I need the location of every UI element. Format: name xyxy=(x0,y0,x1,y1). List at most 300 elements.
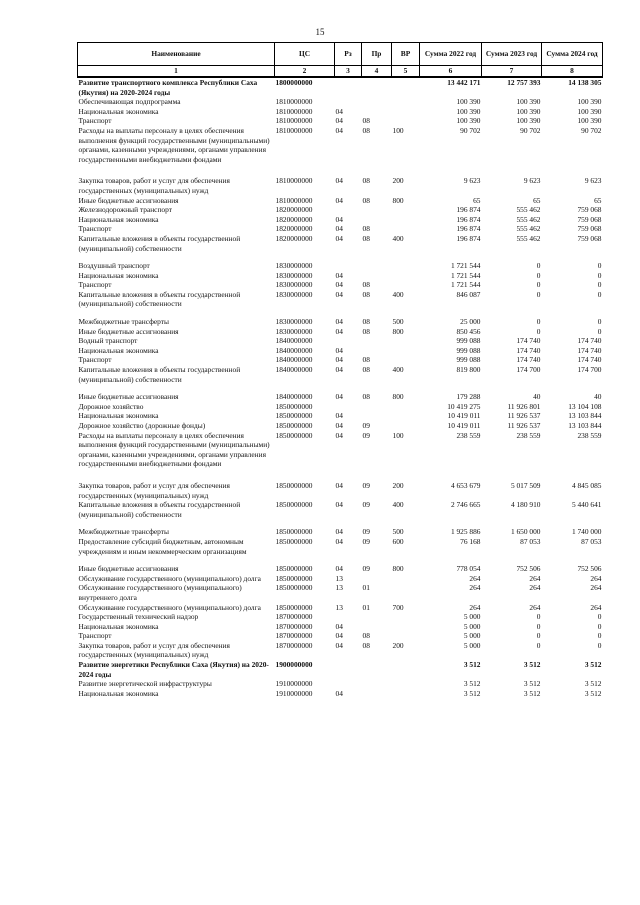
row-expense-type-cell xyxy=(392,622,420,632)
row-section-cell: 13 xyxy=(335,573,343,583)
header-target-article: ЦС xyxy=(275,43,335,66)
row-target-article-cell: 1850000000 xyxy=(275,430,313,440)
row-subsection-cell xyxy=(362,107,392,117)
row-name-cell: Развитие транспортного комплекса Республики Саха (Якутия) на 2020-2024 годы xyxy=(78,78,258,97)
row-subsection-cell xyxy=(362,402,392,412)
row-section-cell: 04 xyxy=(335,214,343,224)
table-row xyxy=(78,402,603,412)
row-expense-type-cell: 500 xyxy=(392,527,404,537)
row-name-cell: Капитальные вложения в объекты государственной (муниципальной) собственности xyxy=(78,289,241,309)
row-subsection-cell: 08 xyxy=(362,355,370,365)
row-name-cell: Закупка товаров, работ и услуг для обеспечения государственных (муниципальных) нужд xyxy=(78,480,230,500)
row-sum-2024-cell: 3 512 xyxy=(584,679,602,689)
row-sum-2024-cell: 87 053 xyxy=(581,536,602,546)
row-subsection-cell: 08 xyxy=(362,317,370,327)
table-row xyxy=(78,355,603,365)
table-row xyxy=(78,116,603,126)
row-sum-2022-cell: 10 419 011 xyxy=(447,411,481,421)
row-expense-type-cell xyxy=(392,271,420,281)
table-row xyxy=(78,317,603,327)
table-row xyxy=(78,97,603,107)
row-target-article-cell: 1900000000 xyxy=(275,660,313,670)
row-name-cell: Расходы на выплаты персоналу в целях обеспечения выполнения функций государственными (муниципальными) органами, казенными учреждениями, органами управления государственными внебюджетными фондами xyxy=(78,125,270,164)
table-row xyxy=(78,537,603,564)
table-row xyxy=(78,327,603,337)
row-expense-type-cell xyxy=(392,261,420,271)
column-number: 1 xyxy=(78,66,275,78)
row-sum-2022-cell: 10 419 011 xyxy=(447,421,481,430)
row-sum-2024-cell: 13 103 844 xyxy=(568,411,602,421)
column-number: 4 xyxy=(362,66,392,78)
row-sum-2022-cell: 1 721 544 xyxy=(450,280,481,290)
row-subsection-cell xyxy=(362,411,392,421)
row-expense-type-cell: 200 xyxy=(392,176,404,186)
row-subsection-cell xyxy=(362,574,392,584)
row-sum-2023-cell: 3 512 xyxy=(523,660,541,670)
column-number: 2 xyxy=(275,66,335,78)
row-target-article-cell: 1850000000 xyxy=(275,602,313,612)
row-subsection-cell: 09 xyxy=(362,430,370,440)
row-sum-2024-cell: 174 700 xyxy=(577,365,602,375)
row-expense-type-cell: 400 xyxy=(392,500,404,510)
row-sum-2023-cell: 0 xyxy=(536,631,541,641)
row-section-cell: 04 xyxy=(335,421,343,430)
row-section-cell: 04 xyxy=(335,621,343,631)
row-name-cell: Транспорт xyxy=(78,224,112,234)
row-subsection-cell xyxy=(362,215,392,225)
table-row xyxy=(78,564,603,574)
row-name-cell: Дорожное хозяйство (дорожные фонды) xyxy=(78,421,206,430)
row-sum-2023-cell: 0 xyxy=(536,270,541,280)
row-name-cell: Транспорт xyxy=(78,280,112,290)
row-subsection-cell: 09 xyxy=(362,536,370,546)
row-subsection-cell xyxy=(362,622,392,632)
row-sum-2024-cell: 174 740 xyxy=(577,355,602,365)
column-number: 8 xyxy=(542,66,603,78)
table-row xyxy=(78,205,603,215)
row-name-cell: Государственный технический надзор xyxy=(78,612,199,622)
row-target-article-cell: 1830000000 xyxy=(275,280,313,290)
row-sum-2023-cell: 3 512 xyxy=(523,688,541,698)
row-section-cell: 04 xyxy=(335,392,343,402)
row-expense-type-cell xyxy=(392,411,420,421)
row-name-cell: Капитальные вложения в объекты государственной (муниципальной) собственности xyxy=(78,233,241,253)
row-section-cell xyxy=(335,77,362,97)
row-sum-2024-cell: 100 390 xyxy=(577,116,602,126)
row-section-cell: 04 xyxy=(335,270,343,280)
table-row xyxy=(78,234,603,261)
page-number: 15 xyxy=(315,27,325,37)
row-name-cell: Капитальные вложения в объекты государственной (муниципальной) собственности xyxy=(78,500,241,519)
row-subsection-cell xyxy=(362,346,392,356)
row-sum-2023-cell: 555 462 xyxy=(516,233,541,243)
row-section-cell: 04 xyxy=(335,688,343,698)
table-header xyxy=(78,43,603,78)
row-expense-type-cell xyxy=(392,421,420,431)
row-section-cell: 04 xyxy=(335,224,343,234)
row-sum-2024-cell: 90 702 xyxy=(581,125,602,135)
row-target-article-cell: 1850000000 xyxy=(275,500,313,510)
row-subsection-cell: 09 xyxy=(362,421,370,430)
row-subsection-cell: 08 xyxy=(362,116,370,126)
row-target-article-cell: 1840000000 xyxy=(275,336,313,346)
row-name-cell: Иные бюджетные ассигнования xyxy=(78,564,179,574)
row-section-cell: 04 xyxy=(335,536,343,546)
row-sum-2024-cell: 0 xyxy=(597,270,602,280)
row-sum-2023-cell: 9 623 xyxy=(523,176,541,186)
row-sum-2024-cell: 759 068 xyxy=(577,233,602,243)
row-target-article-cell: 1850000000 xyxy=(275,527,313,537)
row-sum-2022-cell: 778 054 xyxy=(456,564,481,574)
row-target-article-cell: 1850000000 xyxy=(275,573,313,583)
row-name-cell: Транспорт xyxy=(78,116,112,126)
row-target-article-cell: 1850000000 xyxy=(275,421,313,430)
row-sum-2023-cell: 174 740 xyxy=(516,336,541,346)
row-name-cell: Транспорт xyxy=(78,631,112,641)
row-target-article-cell: 1850000000 xyxy=(275,411,313,421)
row-section-cell xyxy=(335,336,362,346)
row-sum-2024-cell: 100 390 xyxy=(577,106,602,116)
table-row xyxy=(78,271,603,281)
row-sum-2022-cell: 2 746 665 xyxy=(450,500,481,510)
row-sum-2024-cell: 759 068 xyxy=(577,224,602,234)
header-subsection: Пр xyxy=(362,43,392,66)
row-expense-type-cell: 100 xyxy=(392,430,404,440)
row-section-cell xyxy=(335,97,362,107)
table-row xyxy=(78,583,603,602)
row-sum-2022-cell: 65 xyxy=(473,195,481,205)
row-section-cell: 04 xyxy=(335,233,343,243)
row-sum-2022-cell: 3 512 xyxy=(463,688,481,698)
row-sum-2023-cell: 174 740 xyxy=(516,355,541,365)
row-sum-2022-cell: 264 xyxy=(469,573,481,583)
row-sum-2023-cell: 1 650 000 xyxy=(510,527,541,537)
table-row xyxy=(78,574,603,584)
table-row xyxy=(78,346,603,356)
row-sum-2023-cell: 0 xyxy=(536,280,541,290)
table-row xyxy=(78,411,603,421)
table-row xyxy=(78,392,603,402)
row-expense-type-cell: 700 xyxy=(392,602,404,612)
row-expense-type-cell xyxy=(392,280,420,290)
column-number: 7 xyxy=(482,66,542,78)
row-section-cell xyxy=(335,679,362,689)
row-subsection-cell: 08 xyxy=(362,289,370,299)
row-section-cell: 04 xyxy=(335,631,343,641)
row-sum-2024-cell: 0 xyxy=(597,261,602,271)
row-section-cell: 04 xyxy=(335,355,343,365)
budget-table xyxy=(77,42,603,698)
row-name-cell: Развитие энергетики Республики Саха (Якутия) на 2020-2024 годы xyxy=(78,660,269,679)
row-section-cell xyxy=(335,205,362,215)
row-sum-2024-cell: 264 xyxy=(590,602,602,612)
row-sum-2024-cell: 0 xyxy=(597,326,602,336)
row-sum-2023-cell: 87 053 xyxy=(520,536,541,546)
row-name-cell: Обслуживание государственного (муниципального) долга xyxy=(78,573,261,583)
row-section-cell: 04 xyxy=(335,345,343,355)
row-target-article-cell: 1840000000 xyxy=(275,365,313,375)
row-name-cell: Национальная экономика xyxy=(78,106,159,116)
table-row xyxy=(78,290,603,317)
row-expense-type-cell xyxy=(392,631,420,641)
row-sum-2022-cell: 999 088 xyxy=(456,336,481,346)
table-row xyxy=(78,641,603,660)
row-sum-2023-cell: 752 506 xyxy=(516,564,541,574)
row-name-cell: Межбюджетные трансферты xyxy=(78,527,169,537)
row-subsection-cell: 09 xyxy=(362,500,370,510)
row-target-article-cell: 1870000000 xyxy=(275,612,313,622)
row-subsection-cell: 08 xyxy=(362,125,370,135)
row-target-article-cell: 1800000000 xyxy=(275,78,313,87)
row-subsection-cell xyxy=(362,679,392,689)
row-sum-2022-cell: 76 168 xyxy=(460,536,481,546)
row-expense-type-cell: 800 xyxy=(392,195,404,205)
row-expense-type-cell xyxy=(392,116,420,126)
row-subsection-cell: 01 xyxy=(362,583,370,593)
row-sum-2024-cell: 0 xyxy=(597,280,602,290)
row-section-cell: 13 xyxy=(335,602,343,612)
row-sum-2023-cell: 0 xyxy=(536,621,541,631)
table-row xyxy=(78,196,603,206)
row-sum-2024-cell: 0 xyxy=(597,317,602,327)
row-sum-2023-cell: 555 462 xyxy=(516,214,541,224)
row-sum-2023-cell: 5 017 509 xyxy=(510,480,541,490)
row-sum-2023-cell: 238 559 xyxy=(516,430,541,440)
row-subsection-cell: 08 xyxy=(362,233,370,243)
row-target-article-cell: 1870000000 xyxy=(275,621,313,631)
row-target-article-cell: 1810000000 xyxy=(275,195,313,205)
row-name-cell: Иные бюджетные ассигнования xyxy=(78,326,179,336)
row-target-article-cell: 1870000000 xyxy=(275,631,313,641)
row-sum-2022-cell: 5 000 xyxy=(463,631,481,641)
row-sum-2022-cell: 264 xyxy=(469,602,481,612)
row-expense-type-cell xyxy=(392,336,420,346)
row-sum-2023-cell: 264 xyxy=(529,602,541,612)
row-sum-2022-cell: 3 512 xyxy=(463,679,481,689)
row-sum-2024-cell: 3 512 xyxy=(584,688,602,698)
row-sum-2022-cell: 850 456 xyxy=(456,326,481,336)
row-subsection-cell: 08 xyxy=(362,640,370,650)
row-subsection-cell: 08 xyxy=(362,326,370,336)
table-row xyxy=(78,527,603,537)
row-expense-type-cell: 200 xyxy=(392,480,404,490)
row-sum-2023-cell: 264 xyxy=(529,583,541,593)
row-target-article-cell: 1830000000 xyxy=(275,261,313,271)
row-name-cell: Национальная экономика xyxy=(78,345,159,355)
row-section-cell: 04 xyxy=(335,411,343,421)
row-sum-2022-cell: 196 874 xyxy=(456,233,481,243)
header-sum-2022: Сумма 2022 год xyxy=(420,43,482,66)
row-sum-2023-cell: 90 702 xyxy=(520,125,541,135)
row-subsection-cell xyxy=(362,77,392,97)
table-row xyxy=(78,431,603,481)
row-section-cell xyxy=(335,612,362,622)
row-sum-2023-cell: 100 390 xyxy=(516,106,541,116)
row-expense-type-cell xyxy=(392,215,420,225)
row-expense-type-cell xyxy=(392,574,420,584)
row-subsection-cell xyxy=(362,689,392,699)
row-sum-2024-cell: 264 xyxy=(590,583,602,593)
row-sum-2023-cell: 174 740 xyxy=(516,345,541,355)
row-sum-2024-cell: 3 512 xyxy=(584,660,602,670)
row-name-cell: Национальная экономика xyxy=(78,270,159,280)
row-name-cell: Развитие энергетической инфраструктуры xyxy=(78,679,212,689)
row-name-cell: Предоставление субсидий бюджетным, автономным учреждениям и иным некоммерческим организациям xyxy=(78,536,247,556)
table-row xyxy=(78,126,603,176)
row-subsection-cell: 08 xyxy=(362,631,370,641)
row-name-cell: Национальная экономика xyxy=(78,621,159,631)
row-expense-type-cell xyxy=(392,205,420,215)
table-row xyxy=(78,261,603,271)
row-sum-2022-cell: 5 000 xyxy=(463,640,481,650)
row-expense-type-cell: 400 xyxy=(392,233,404,243)
row-expense-type-cell xyxy=(392,224,420,234)
row-sum-2022-cell: 264 xyxy=(469,583,481,593)
row-sum-2023-cell: 0 xyxy=(536,640,541,650)
table-row xyxy=(78,631,603,641)
row-sum-2022-cell: 25 000 xyxy=(460,317,481,327)
row-expense-type-cell xyxy=(392,583,420,602)
row-sum-2023-cell: 555 462 xyxy=(516,205,541,215)
row-sum-2024-cell: 0 xyxy=(597,621,602,631)
row-sum-2022-cell: 196 874 xyxy=(456,205,481,215)
row-target-article-cell: 1820000000 xyxy=(275,224,313,234)
table-row xyxy=(78,689,603,699)
row-subsection-cell xyxy=(362,660,392,679)
row-sum-2024-cell: 65 xyxy=(594,195,602,205)
row-expense-type-cell xyxy=(392,107,420,117)
row-sum-2023-cell: 264 xyxy=(529,573,541,583)
row-sum-2022-cell: 196 874 xyxy=(456,224,481,234)
row-sum-2023-cell: 3 512 xyxy=(523,679,541,689)
row-sum-2022-cell: 238 559 xyxy=(456,430,481,440)
row-subsection-cell xyxy=(362,97,392,107)
row-sum-2022-cell: 819 800 xyxy=(456,365,481,375)
row-expense-type-cell xyxy=(392,612,420,622)
row-target-article-cell: 1810000000 xyxy=(275,97,313,107)
row-target-article-cell: 1810000000 xyxy=(275,106,313,116)
row-sum-2024-cell: 40 xyxy=(594,392,602,402)
table-body xyxy=(78,77,603,698)
row-name-cell: Водный транспорт xyxy=(78,336,138,346)
row-name-cell: Закупка товаров, работ и услуг для обеспечения государственных (муниципальных) нужд xyxy=(78,640,230,660)
row-expense-type-cell xyxy=(392,689,420,699)
row-target-article-cell: 1840000000 xyxy=(275,345,313,355)
row-sum-2022-cell: 999 088 xyxy=(456,355,481,365)
row-sum-2023-cell: 0 xyxy=(536,261,541,271)
row-expense-type-cell: 800 xyxy=(392,564,404,574)
row-expense-type-cell: 500 xyxy=(392,317,404,327)
row-subsection-cell xyxy=(362,336,392,346)
row-section-cell: 04 xyxy=(335,195,343,205)
row-sum-2023-cell: 100 390 xyxy=(516,116,541,126)
row-sum-2022-cell: 179 288 xyxy=(456,392,481,402)
row-expense-type-cell xyxy=(392,660,420,679)
row-subsection-cell: 08 xyxy=(362,392,370,402)
row-sum-2024-cell: 4 845 085 xyxy=(571,480,602,490)
row-subsection-cell xyxy=(362,612,392,622)
row-sum-2022-cell: 100 390 xyxy=(456,97,481,107)
row-sum-2022-cell: 13 442 171 xyxy=(447,78,481,87)
header-sum-2023: Сумма 2023 год xyxy=(482,43,542,66)
row-sum-2023-cell: 0 xyxy=(536,317,541,327)
row-target-article-cell: 1830000000 xyxy=(275,270,313,280)
row-subsection-cell: 08 xyxy=(362,176,370,186)
row-subsection-cell xyxy=(362,205,392,215)
row-section-cell: 04 xyxy=(335,280,343,290)
row-expense-type-cell xyxy=(392,77,420,97)
row-target-article-cell: 1870000000 xyxy=(275,640,313,650)
row-section-cell: 04 xyxy=(335,430,343,440)
row-section-cell: 04 xyxy=(335,500,343,510)
row-target-article-cell: 1850000000 xyxy=(275,583,313,593)
row-name-cell: Расходы на выплаты персоналу в целях обеспечения выполнения функций государственными (муниципальными) органами, казенными учреждениями, органами управления государственными внебюджетными фондами xyxy=(78,430,270,469)
row-target-article-cell: 1810000000 xyxy=(275,116,313,126)
row-name-cell: Железнодорожный транспорт xyxy=(78,205,172,215)
table-row xyxy=(78,365,603,392)
row-section-cell: 04 xyxy=(335,317,343,327)
row-target-article-cell: 1850000000 xyxy=(275,564,313,574)
header-name: Наименование xyxy=(78,43,275,66)
row-sum-2024-cell: 13 104 108 xyxy=(568,401,602,411)
header-expense-type: ВР xyxy=(392,43,420,66)
header-sum-2024: Сумма 2024 год xyxy=(542,43,603,66)
header-section: Рз xyxy=(335,43,362,66)
row-sum-2024-cell: 759 068 xyxy=(577,205,602,215)
row-sum-2022-cell: 100 390 xyxy=(456,106,481,116)
row-expense-type-cell: 800 xyxy=(392,326,404,336)
row-sum-2022-cell: 1 925 886 xyxy=(450,527,481,537)
row-section-cell: 04 xyxy=(335,176,343,186)
row-sum-2023-cell: 11 926 537 xyxy=(507,411,541,421)
table-row xyxy=(78,215,603,225)
row-section-cell xyxy=(335,660,362,679)
row-sum-2023-cell: 11 926 801 xyxy=(507,401,541,411)
row-target-article-cell: 1850000000 xyxy=(275,536,313,546)
row-expense-type-cell: 100 xyxy=(392,125,404,135)
row-name-cell: Иные бюджетные ассигнования xyxy=(78,195,179,205)
row-sum-2024-cell: 13 103 844 xyxy=(568,421,602,430)
row-sum-2023-cell: 11 926 537 xyxy=(507,421,541,430)
row-name-cell: Обслуживание государственного (муниципального) долга xyxy=(78,602,261,612)
row-sum-2022-cell: 999 088 xyxy=(456,345,481,355)
row-target-article-cell: 1820000000 xyxy=(275,205,313,215)
table-row xyxy=(78,603,603,613)
row-name-cell: Межбюджетные трансферты xyxy=(78,317,169,327)
row-subsection-cell: 08 xyxy=(362,365,370,375)
row-sum-2022-cell: 3 512 xyxy=(463,660,481,670)
row-target-article-cell: 1830000000 xyxy=(275,289,313,299)
row-name-cell: Дорожное хозяйство xyxy=(78,401,144,411)
column-number: 3 xyxy=(335,66,362,78)
row-target-article-cell: 1810000000 xyxy=(275,176,313,186)
row-name-cell: Иные бюджетные ассигнования xyxy=(78,392,179,402)
table-row xyxy=(78,481,603,500)
row-target-article-cell: 1850000000 xyxy=(275,480,313,490)
row-sum-2022-cell: 5 000 xyxy=(463,621,481,631)
row-sum-2023-cell: 4 180 910 xyxy=(510,500,541,510)
row-section-cell: 13 xyxy=(335,583,343,593)
row-subsection-cell: 09 xyxy=(362,564,370,574)
row-target-article-cell: 1810000000 xyxy=(275,125,313,135)
row-section-cell: 04 xyxy=(335,116,343,126)
row-section-cell xyxy=(335,261,362,271)
row-expense-type-cell: 800 xyxy=(392,392,404,402)
row-sum-2023-cell: 0 xyxy=(536,326,541,336)
row-section-cell xyxy=(335,402,362,412)
row-section-cell: 04 xyxy=(335,326,343,336)
column-number: 6 xyxy=(420,66,482,78)
